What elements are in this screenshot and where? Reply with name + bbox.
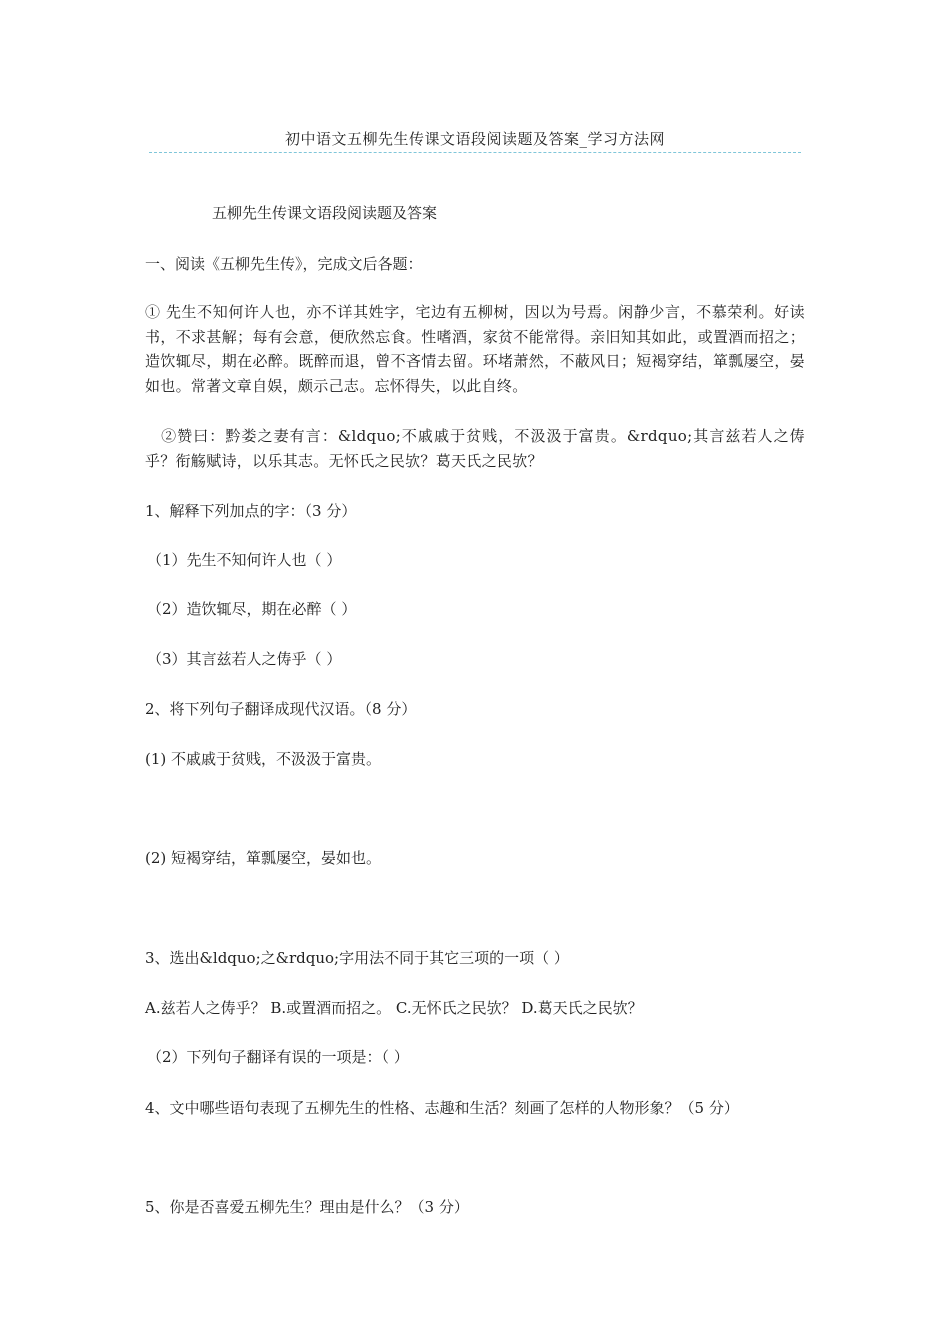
page-header-title: 初中语文五柳先生传课文语段阅读题及答案_学习方法网 — [284, 130, 665, 148]
question-1: 1、解释下列加点的字：（3 分） — [145, 502, 357, 520]
question-3-item-2: （2）下列句子翻译有误的一项是：（ ） — [147, 1048, 409, 1066]
question-2: 2、将下列句子翻译成现代汉语。（8 分） — [145, 700, 417, 718]
question-1-item-1: （1）先生不知何许人也（ ） — [147, 551, 342, 569]
question-1-item-3: （3）其言兹若人之俦乎（ ） — [147, 650, 342, 668]
question-3-options: A.兹若人之俦乎？ B.或置酒而招之。 C.无怀氏之民欤？ D.葛天氏之民欤？ — [145, 999, 643, 1017]
question-2-item-2: (2) 短褐穿结，箪瓢屡空，晏如也。 — [145, 849, 382, 867]
question-4: 4、文中哪些语句表现了五柳先生的性格、志趣和生活？刻画了怎样的人物形象？（5 分） — [145, 1099, 739, 1117]
question-5: 5、你是否喜爱五柳先生？理由是什么？（3 分） — [145, 1198, 469, 1216]
reading-instruction: 一、阅读《五柳先生传》，完成文后各题： — [145, 255, 423, 273]
question-2-item-1: (1) 不戚戚于贫贱，不汲汲于富贵。 — [145, 750, 382, 768]
question-3: 3、选出&ldquo;之&rdquo;字用法不同于其它三项的一项（ ） — [145, 949, 569, 967]
header-divider — [149, 152, 801, 153]
passage-paragraph-1: ① 先生不知何许人也，亦不详其姓字，宅边有五柳树，因以为号焉。闲静少言，不慕荣利。好读书，不求甚解；每有会意，便欣然忘食。性嗜酒，家贫不能常得。亲旧知其如此，或置酒而招之；造饮辄尽，期在必醉。既醉而退，曾不吝情去留。环堵萧然，不蔽风日；短褐穿结，箪瓢屡空，晏如也。常著文章自娱，颇示己志。忘怀得失，以此自终。 — [145, 303, 805, 395]
question-1-item-2: （2）造饮辄尽，期在必醉（ ） — [147, 600, 357, 618]
document-title: 五柳先生传课文语段阅读题及答案 — [212, 204, 438, 222]
passage-paragraph-2: ②赞曰：黔娄之妻有言：&ldquo;不戚戚于贫贱，不汲汲于富贵。&rdquo;其言兹若人之俦乎？衔觞赋诗，以乐其志。无怀氏之民欤？葛天氏之民欤？ — [145, 427, 805, 470]
